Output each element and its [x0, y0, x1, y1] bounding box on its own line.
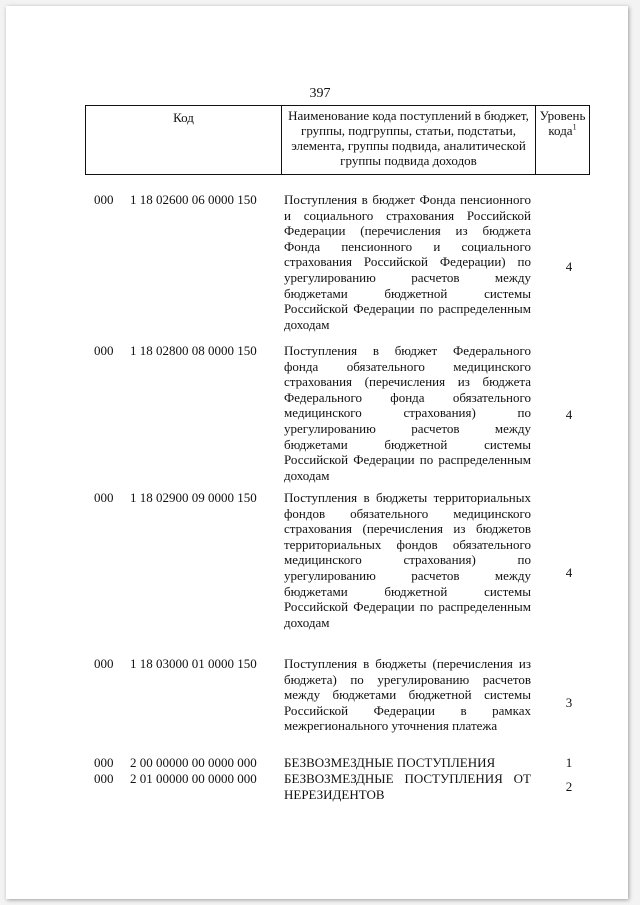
row-level: 1 [565, 755, 573, 770]
row-revenue-code: 2 01 00000 00 0000 000 [130, 771, 257, 786]
row-description: БЕЗВОЗМЕЗДНЫЕ ПОСТУПЛЕНИЯ [284, 755, 496, 770]
row-revenue-code: 2 00 00000 00 0000 000 [130, 755, 257, 770]
row-description: БЕЗВОЗМЕЗДНЫЕ ПОСТУПЛЕНИЯ ОТ НЕРЕЗИДЕНТОВ [284, 771, 531, 802]
row-description: Поступления в бюджеты (перечисления из бюджета) по урегулированию расчетов между бюджетами бюджетной системы Российской Федерации в рамках межрегионального уточнения платежа [284, 656, 531, 734]
row-admin-code: 000 [94, 755, 114, 770]
header-code: Код [86, 106, 282, 174]
page-number: 397 [309, 86, 331, 101]
row-description: Поступления в бюджет Фонда пенсионного и социального страхования Российской Федерации (перечисления из бюджета Фонда пенсионного и социального страхования Российской Федерации) по урегулированию расчетов между бюджетами бюджетной системы Российской Федерации по распределенным доходам [284, 192, 531, 332]
row-admin-code: 000 [94, 771, 114, 786]
row-admin-code: 000 [94, 192, 114, 207]
row-revenue-code: 1 18 02600 06 0000 150 [130, 192, 257, 207]
header-level [536, 106, 589, 174]
row-admin-code: 000 [94, 490, 114, 505]
header-level-label: Уровень кода [539, 108, 586, 138]
row-revenue-code: 1 18 03000 01 0000 150 [130, 656, 257, 671]
row-revenue-code: 1 18 02900 09 0000 150 [130, 490, 257, 505]
row-level: 4 [565, 407, 573, 422]
row-revenue-code: 1 18 02800 08 0000 150 [130, 343, 257, 358]
header-level-footnote: 1 [572, 122, 577, 132]
row-admin-code: 000 [94, 343, 114, 358]
table-header [85, 105, 590, 175]
row-level: 2 [565, 779, 573, 794]
row-level: 4 [565, 565, 573, 580]
header-name: Наименование кода поступлений в бюджет, группы, подгруппы, статьи, подстатьи, элемента, группы подвида, аналитической группы подвида доходов [282, 106, 536, 174]
row-level: 3 [565, 695, 573, 710]
row-admin-code: 000 [94, 656, 114, 671]
row-description: Поступления в бюджеты территориальных фондов обязательного медицинского страхования (перечисления из бюджетов территориальных фондов обязательного медицинского страхования) по урегулированию расчетов между бюджетами бюджетной системы Российской Федерации по распределенным доходам [284, 490, 531, 630]
row-level: 4 [565, 259, 573, 274]
row-description: Поступления в бюджет Федерального фонда обязательного медицинского страхования (перечисления из бюджета Федерального фонда обязательного медицинского страхования) по урегулированию расчетов между бюджетами бюджетной системы Российской Федерации по распределенным доходам [284, 343, 531, 483]
